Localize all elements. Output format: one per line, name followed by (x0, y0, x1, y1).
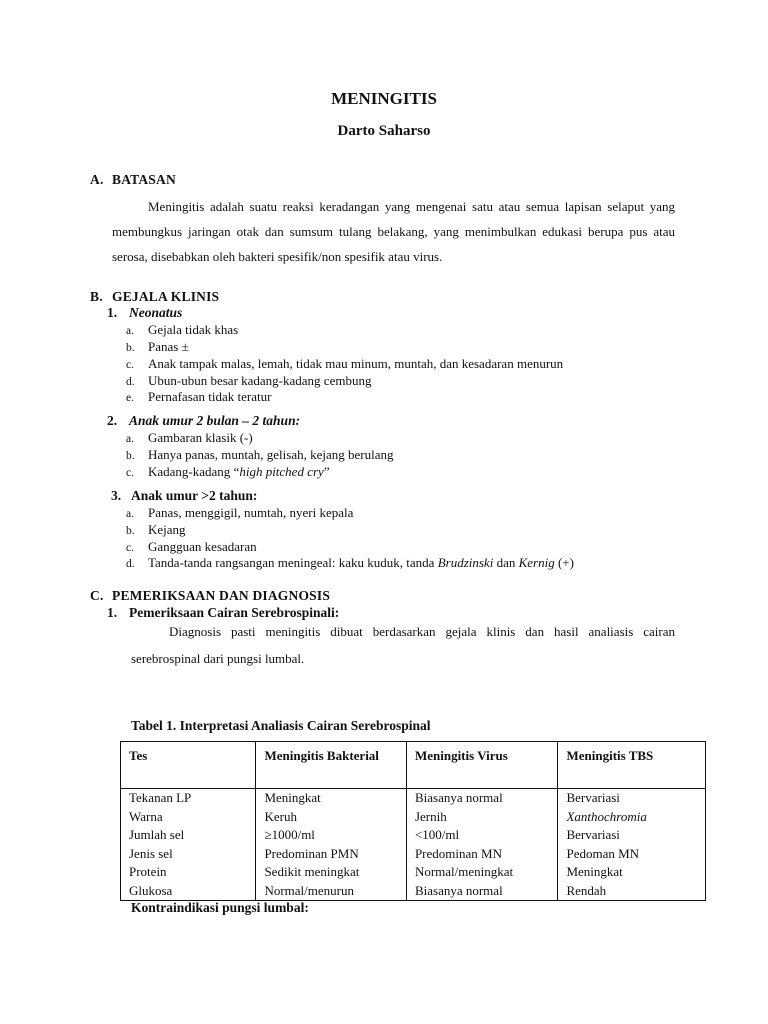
list-item: d. Tanda-tanda rangsangan meningeal: kaku kuduk, tanda Brudzinski dan Kernig (+) (126, 555, 574, 570)
table-cell: Tekanan LP (121, 789, 256, 808)
document-title: MENINGITIS (331, 89, 437, 108)
table-cell: Predominan PMN (256, 845, 407, 864)
table-cell: Meningkat (558, 863, 706, 882)
table-caption: Tabel 1. Interpretasi Analiasis Cairan Serebrospinal (131, 718, 431, 733)
table-row (121, 845, 706, 864)
section-a-letter: A. (90, 172, 104, 187)
section-a-paragraph: Meningitis adalah suatu reaksi keradangan yang mengenai satu atau semua lapisan selaput yang membungkus jaringan otak dan sumsum tulang belakang, yang menimbulkan edukasi berupa pus atau serosa, disebabkan oleh bakteri spesifik/non spesifik atau virus. (112, 199, 675, 264)
table-cell: Jenis sel (121, 845, 256, 864)
table-cell: Keruh (256, 808, 407, 827)
list-item: c. Anak tampak malas, lemah, tidak mau minum, muntah, dan kesadaran menurun (126, 356, 564, 371)
table-cell: Normal/menurun (256, 882, 407, 901)
section-b-letter: B. (90, 289, 103, 304)
section-b-heading (90, 289, 219, 305)
list-item: b. Panas ± (126, 339, 189, 354)
table-header-cell: Meningitis Bakterial (256, 742, 407, 789)
contraindication-heading: Kontraindikasi pungsi lumbal: (131, 900, 309, 915)
section-c-letter: C. (90, 588, 104, 603)
table-cell: Glukosa (121, 882, 256, 901)
table-cell: Biasanya normal (406, 882, 558, 901)
group-2-title: Anak umur 2 bulan – 2 tahun: (129, 413, 301, 428)
table-cell: Normal/meningkat (406, 863, 558, 882)
table-cell: Bervariasi (558, 826, 706, 845)
section-c-heading (90, 588, 330, 604)
table-cell: Sedikit meningkat (256, 863, 407, 882)
section-c-title: PEMERIKSAAN DAN DIAGNOSIS (112, 588, 331, 603)
table-cell: Biasanya normal (406, 789, 558, 808)
table-cell: Protein (121, 863, 256, 882)
group-2-heading (107, 413, 300, 429)
table-cell: Jernih (406, 808, 558, 827)
list-item: c. Kadang-kadang “high pitched cry” (126, 464, 330, 479)
table-cell: Predominan MN (406, 845, 558, 864)
table-cell: Pedoman MN (558, 845, 706, 864)
list-item: a. Gejala tidak khas (126, 322, 239, 337)
table-row (121, 826, 706, 845)
list-item: c. Gangguan kesadaran (126, 539, 257, 554)
group-1-heading (107, 305, 182, 321)
list-item: d. Ubun-ubun besar kadang-kadang cembung (126, 373, 372, 388)
table-cell: <100/ml (406, 826, 558, 845)
table-row (121, 808, 706, 827)
section-c-paragraph: Diagnosis pasti meningitis dibuat berdasarkan gejala klinis dan hasil analiasis cairan serebrospinal dari pungsi lumbal. (131, 624, 675, 666)
table-cell: Bervariasi (558, 789, 706, 808)
table-header-cell: Tes (121, 742, 256, 789)
table-cell: Meningkat (256, 789, 407, 808)
table-row (121, 882, 706, 901)
table-cell: ≥1000/ml (256, 826, 407, 845)
group-2-number: 2. (107, 413, 118, 428)
list-item: b. Hanya panas, muntah, gelisah, kejang berulang (126, 447, 394, 462)
list-item: a. Gambaran klasik (-) (126, 430, 253, 445)
group-3-heading (111, 488, 257, 504)
group-3-number: 3. (111, 488, 122, 503)
group-3-title: Anak umur >2 tahun: (131, 488, 258, 503)
section-a-title: BATASAN (112, 172, 176, 187)
csf-interpretation-table (120, 741, 706, 901)
section-b-title: GEJALA KLINIS (112, 289, 220, 304)
table-cell: Warna (121, 808, 256, 827)
list-item: e. Pernafasan tidak teratur (126, 389, 272, 404)
table-header-cell: Meningitis Virus (406, 742, 558, 789)
group-1-title: Neonatus (129, 305, 183, 320)
list-item: a. Panas, menggigil, numtah, nyeri kepala (126, 505, 354, 520)
table-header-row (121, 742, 706, 789)
table-cell: Jumlah sel (121, 826, 256, 845)
table-row (121, 789, 706, 808)
section-c-sub-number: 1. (107, 605, 118, 620)
table-cell: Rendah (558, 882, 706, 901)
table-cell: Xanthochromia (558, 808, 706, 827)
section-c-sub-title: Pemeriksaan Cairan Serebrospinali: (129, 605, 340, 620)
table-row (121, 863, 706, 882)
list-item: b. Kejang (126, 522, 186, 537)
document-author: Darto Saharso (337, 123, 431, 139)
section-a-heading (90, 172, 176, 188)
group-1-number: 1. (107, 305, 118, 320)
table-header-cell: Meningitis TBS (558, 742, 706, 789)
